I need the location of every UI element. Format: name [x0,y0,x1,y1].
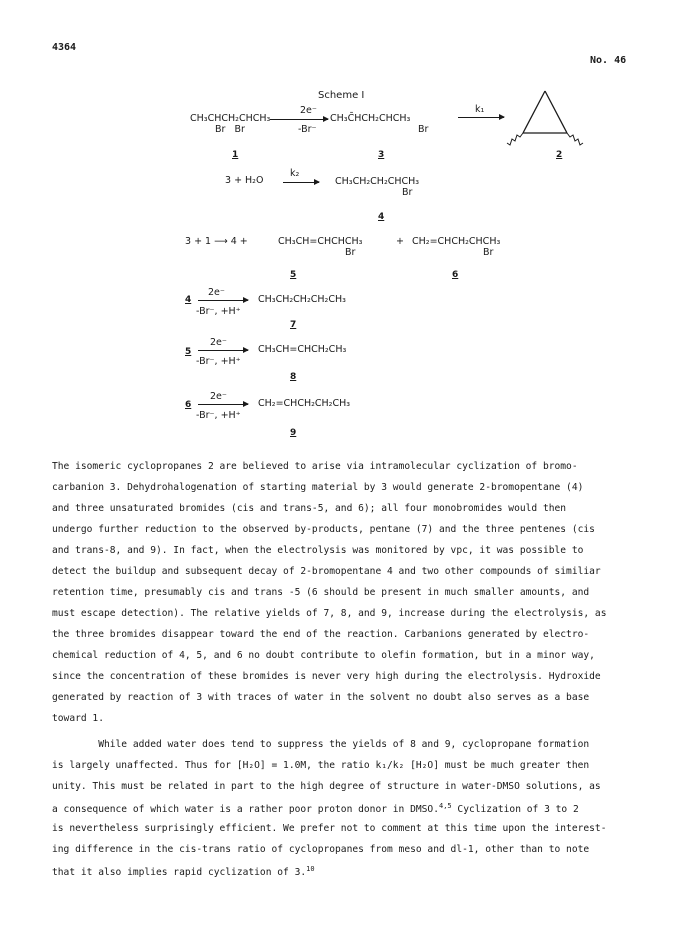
r2-reactants: 3 + H₂O [225,175,264,186]
text-line: undergo further reduction to the observed by-products, pentane (7) and the three pentenes (cis [52,524,595,535]
label-9: 9 [290,428,297,438]
text-line: The isomeric cyclopropanes 2 are believed to arise via intramolecular cyclization of bromo- [52,461,578,472]
text-line: must escape detection). The relative yields of 7, 8, and 9, increase during the electrolysis, as [52,608,607,619]
r4-reactant: 4 [185,295,192,305]
text-line [52,803,579,815]
r1-arrow [270,119,328,120]
compound-7-formula: CH₃CH₂CH₂CH₂CH₃ [258,294,346,305]
compound-6-formula: CH₂=CHCH₂CHCH₃ [412,236,501,247]
label-7: 7 [290,320,297,330]
label-1: 1 [232,150,239,160]
text-span: Cyclization of 3 to 2 [451,804,579,816]
r6-arrow-bottom: -Br⁻, +H⁺ [196,410,241,421]
r4-arrow-top: 2e⁻ [208,287,225,298]
label-8: 8 [290,372,297,382]
text-line: chemical reduction of 4, 5, and 6 no doubt contribute to olefin formation, but in a minor way, [52,650,595,661]
r5-arrow-bottom: -Br⁻, +H⁺ [196,356,241,367]
compound-9-formula: CH₂=CHCH₂CH₂CH₃ [258,398,351,409]
label-2: 2 [556,150,563,160]
compound-5-formula: CH₃CH=CHCHCH₃ [278,236,363,247]
k2-label: k₂ [290,168,300,179]
page-number: 4364 [52,42,77,53]
r5-arrow [198,350,248,351]
text-line: toward 1. [52,713,104,724]
label-6: 6 [452,270,459,280]
text-line: ing difference in the cis-trans ratio of cyclopropanes from meso and dl-1, other than to note [52,844,590,855]
label-5: 5 [290,270,297,280]
text-span: that it also implies rapid cyclization of 3. [52,867,307,879]
text-line [52,866,315,878]
citation-superscript: 10 [306,865,315,873]
compound-3-formula: CH₃C̄HCH₂CHCH₃ [330,113,411,124]
r6-arrow-top: 2e⁻ [210,391,227,402]
k1-arrow [458,117,504,118]
k1-label: k₁ [475,104,485,115]
cyclopropane-structure [505,85,590,175]
r6-arrow [198,404,248,405]
compound-4-substituent: Br [402,187,413,198]
text-line: carbanion 3. Dehydrohalogenation of starting material by 3 would generate 2-bromopentane (4) [52,482,584,493]
label-3: 3 [378,150,385,160]
r4-arrow [198,300,248,301]
compound-1-formula: CH₃CHCH₂CHCH₃ [190,113,271,124]
compound-8-formula: CH₃CH=CHCH₂CH₃ [258,344,347,355]
r1-arrow-top: 2e⁻ [300,105,317,116]
text-line: detect the buildup and subsequent decay of 2-bromopentane 4 and two other compounds of similiar [52,566,601,577]
r5-reactant: 5 [185,347,192,357]
k2-arrow [283,182,319,183]
text-line: is nevertheless surprisingly efficient. We prefer not to comment at this time upon the interest- [52,823,607,834]
text-line: the three bromides disappear toward the end of the reaction. Carbanions generated by electro- [52,629,590,640]
text-line: unity. This must be related in part to the high degree of structure in water-DMSO solutions, as [52,781,601,792]
compound-3-substituent: Br [418,124,429,135]
compound-1-substituents: Br Br [215,124,245,135]
r5-arrow-top: 2e⁻ [210,337,227,348]
text-line: and trans-8, and 9). In fact, when the electrolysis was monitored by vpc, it was possible to [52,545,584,556]
compound-4-formula: CH₃CH₂CH₂CHCH₃ [335,176,420,187]
citation-superscript: 4,5 [439,802,452,810]
compound-5-substituent: Br [345,247,356,258]
compound-6-substituent: Br [483,247,494,258]
r6-reactant: 6 [185,400,192,410]
r4-arrow-bottom: -Br⁻, +H⁺ [196,306,241,317]
r3-plus: + [396,236,404,247]
text-span: a consequence of which water is a rather poor proton donor in DMSO. [52,804,439,816]
r1-arrow-bottom: -Br⁻ [298,124,317,135]
text-line: While added water does tend to suppress the yields of 8 and 9, cyclopropane formation [52,739,590,750]
scheme-title: Scheme I [318,90,365,101]
r3-reactants: 3 + 1 ⟶ 4 + [185,236,248,247]
text-line: since the concentration of these bromides is never very high during the electrolysis. Hydroxide [52,671,601,682]
text-line: retention time, presumably cis and trans -5 (6 should be present in much smaller amounts, and [52,587,590,598]
label-4: 4 [378,212,385,222]
issue-number: No. 46 [590,55,627,66]
text-line: and three unsaturated bromides (cis and trans-5, and 6); all four monobromides would then [52,503,567,514]
text-line: is largely unaffected. Thus for [H₂O] = 1.0M, the ratio k₁/k₂ [H₂O] must be much greater then [52,760,590,771]
text-line: generated by reaction of 3 with traces of water in the solvent no doubt also serves as a base [52,692,590,703]
